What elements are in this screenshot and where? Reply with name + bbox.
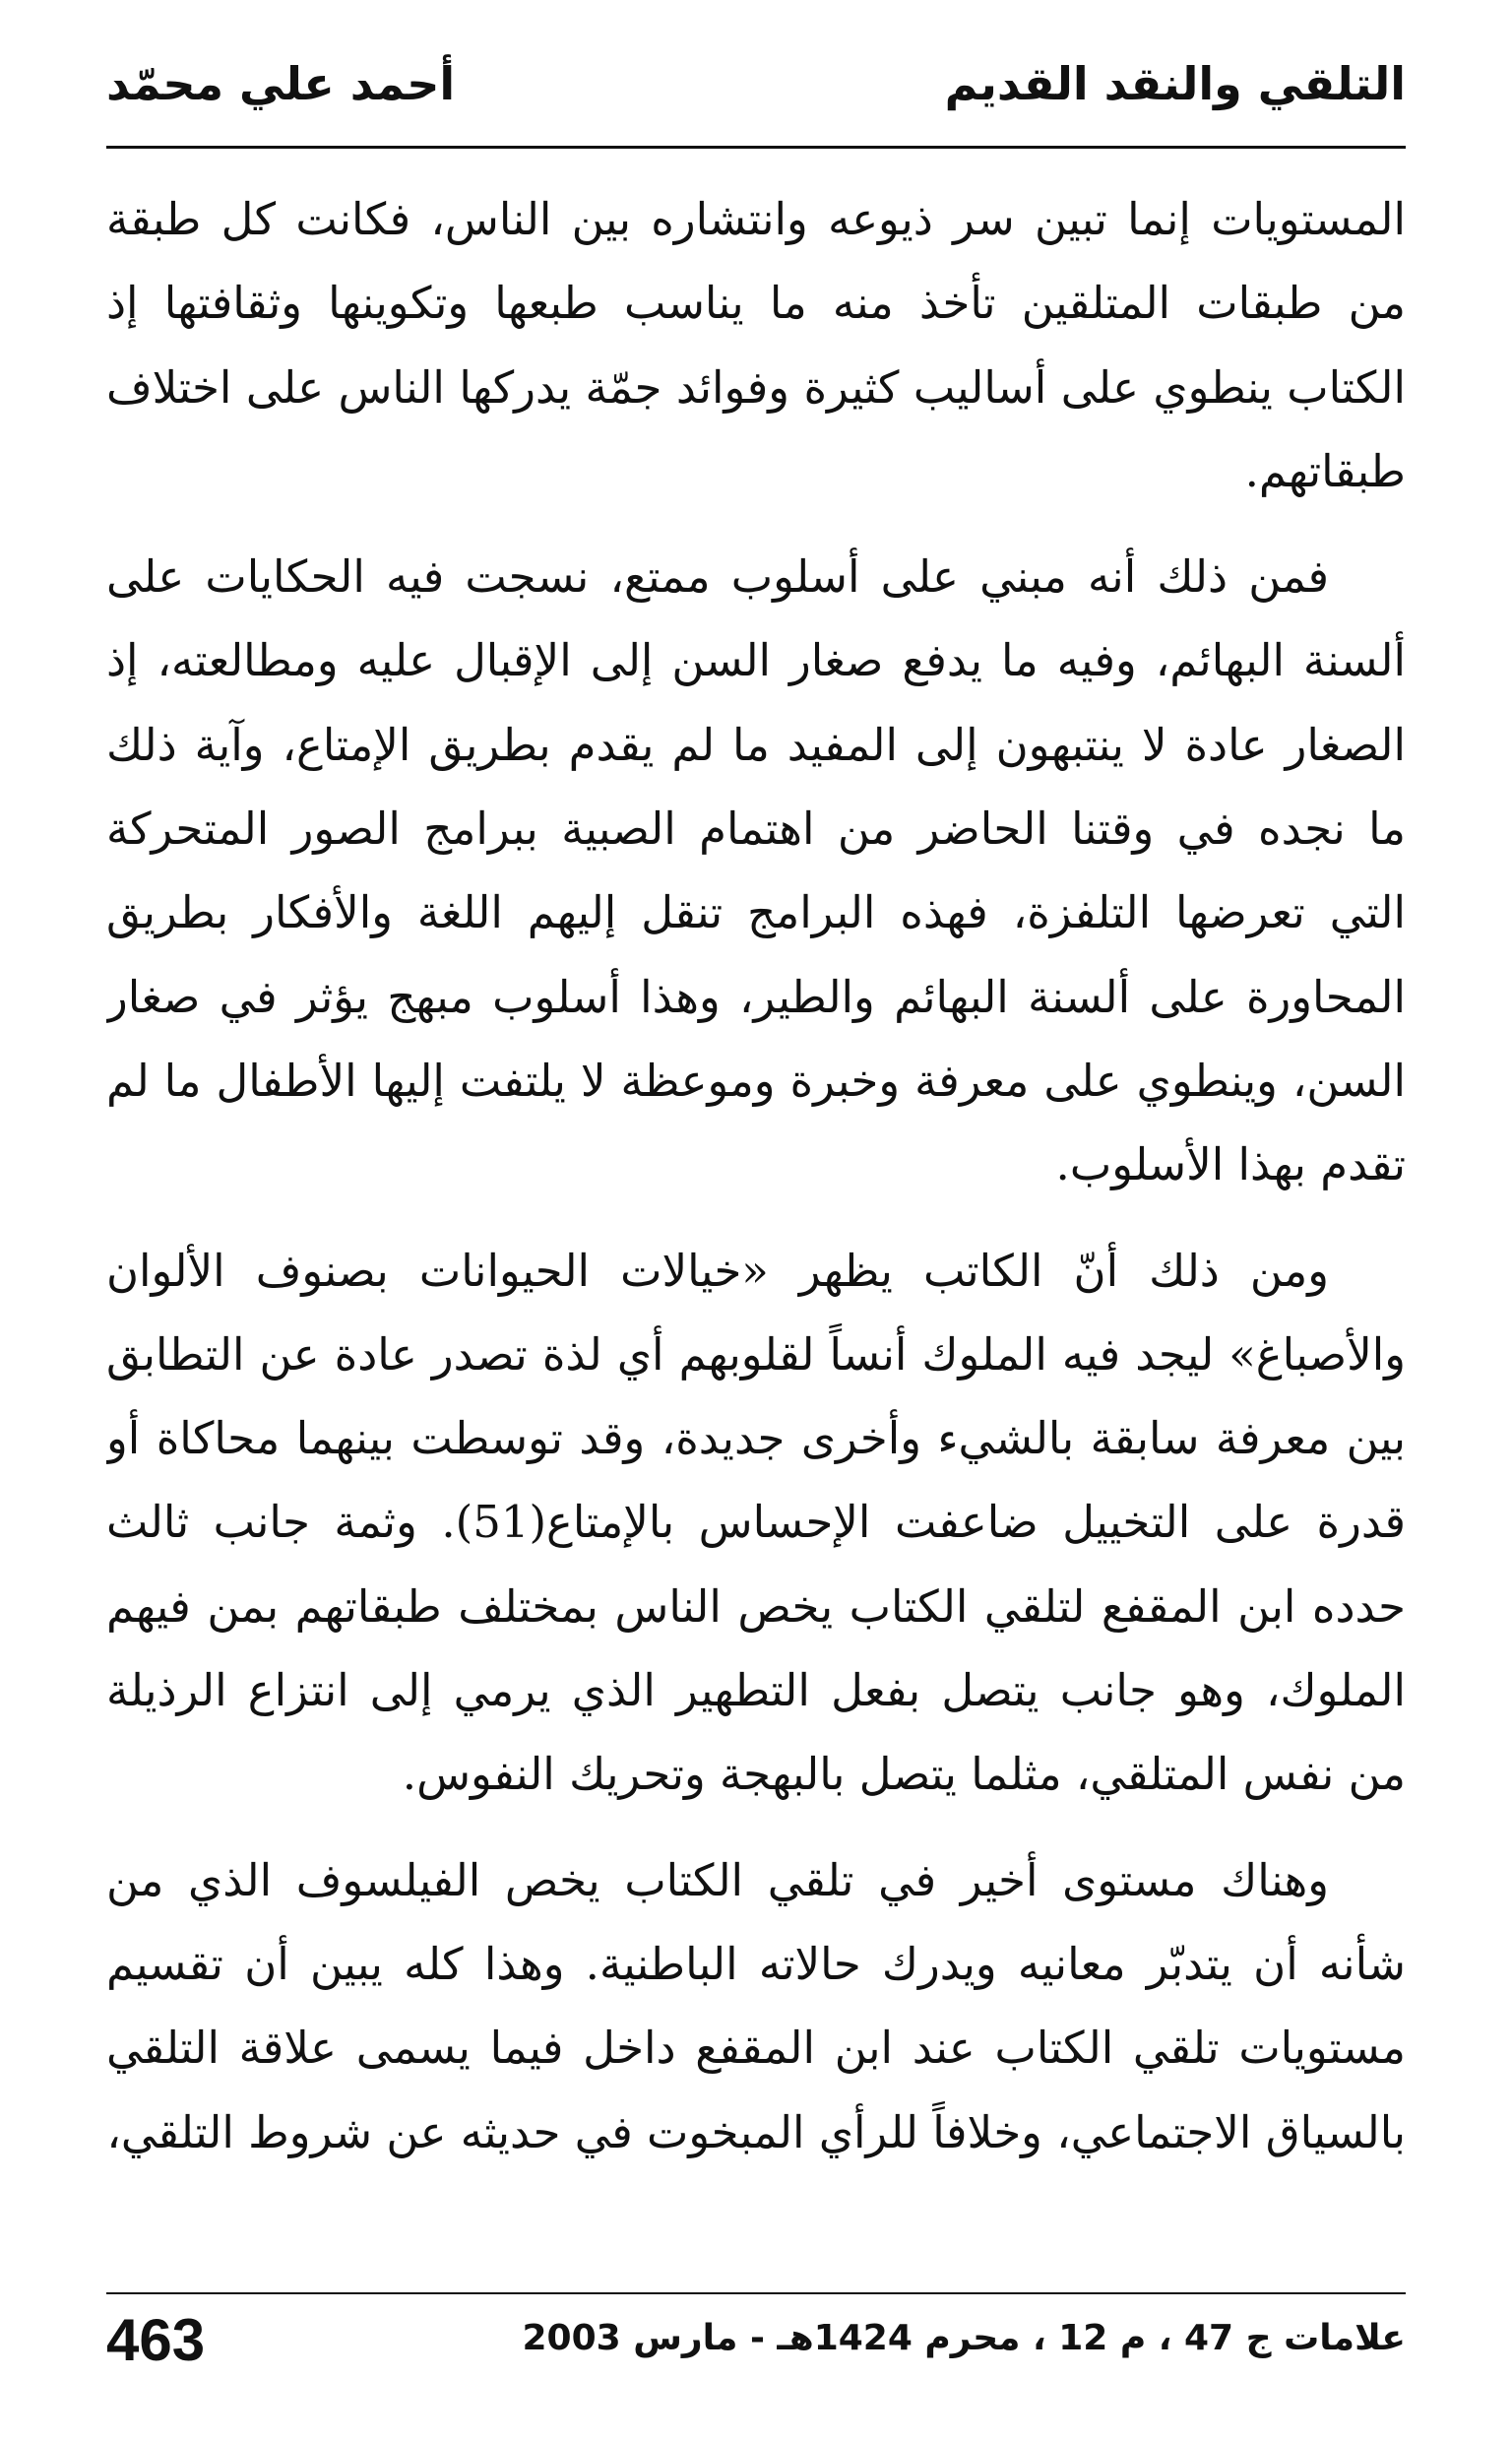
paragraph-1: المستويات إنما تبين سر ذيوعه وانتشاره بين الناس، فكانت كل طبقة من طبقات المتلقين تأخذ منه ما يناسب طبعها وتكوينها وثقافتها إذ الكتاب ينطوي على أساليب كثيرة وفوائد جمّة يدركها الناس على اختلاف طبقاتهم. <box>106 193 1406 497</box>
paragraph-4: وهناك مستوى أخير في تلقي الكتاب يخص الفيلسوف الذي من شأنه أن يتدبّر معانيه ويدرك حالاته الباطنية. وهذا كله يبين أن تقسيم مستويات تلقي الكتاب عند ابن المقفع داخل فيما يسمى علاقة التلقي بالسياق الاجتماعي، وخلافاً للرأي المبخوت في حديثه عن شروط التلقي، <box>106 1853 1406 2158</box>
section-title: التلقي والنقد القديم <box>944 57 1406 110</box>
page-number: 463 <box>106 2307 206 2373</box>
body-text <box>106 177 1406 2196</box>
author-name: أحمد علي محمّد <box>106 57 456 110</box>
page-footer <box>106 2304 1406 2393</box>
paragraph-3: ومن ذلك أنّ الكاتب يظهر «خيالات الحيوانات بصنوف الألوان والأصباغ» ليجد فيه الملوك أنساً لقلوبهم أي لذة تصدر عادة عن التطابق بين معرفة سابقة بالشيء وأخرى جديدة، وقد توسطت بينهما محاكاة أو قدرة على التخييل ضاعفت الإحساس بالإمتاع(51). وثمة جانب ثالث حدده ابن المقفع لتلقي الكتاب يخص الناس بمختلف طبقاتهم بمن فيهم الملوك، وهو جانب يتصل بفعل التطهير الذي يرمي إلى انتزاع الرذيلة من نفس المتلقي، مثلما يتصل بالبهجة وتحريك النفوس. <box>106 1244 1406 1801</box>
paragraph-2: فمن ذلك أنه مبني على أسلوب ممتع، نسجت فيه الحكايات على ألسنة البهائم، وفيه ما يدفع صغار السن إلى الإقبال عليه ومطالعته، إذ الصغار عادة لا ينتبهون إلى المفيد ما لم يقدم بطريق الإمتاع، وآية ذلك ما نجده في وقتنا الحاضر من اهتمام الصبية ببرامج الصور المتحركة التي تعرضها التلفزة، فهذه البرامج تنقل إليهم اللغة والأفكار بطريق المحاورة على ألسنة البهائم والطير، وهذا أسلوب مبهج يؤثر في صغار السن، وينطوي على معرفة وخبرة وموعظة لا يلتفت إليها الأطفال ما لم تقدم بهذا الأسلوب. <box>106 550 1406 1191</box>
running-header <box>106 47 1406 146</box>
header-rule <box>106 146 1406 149</box>
footer-rule <box>106 2292 1406 2294</box>
issue-info: علامات ج 47 ، م 12 ، محرم 1424هـ - مارس 2003 <box>522 2318 1406 2358</box>
